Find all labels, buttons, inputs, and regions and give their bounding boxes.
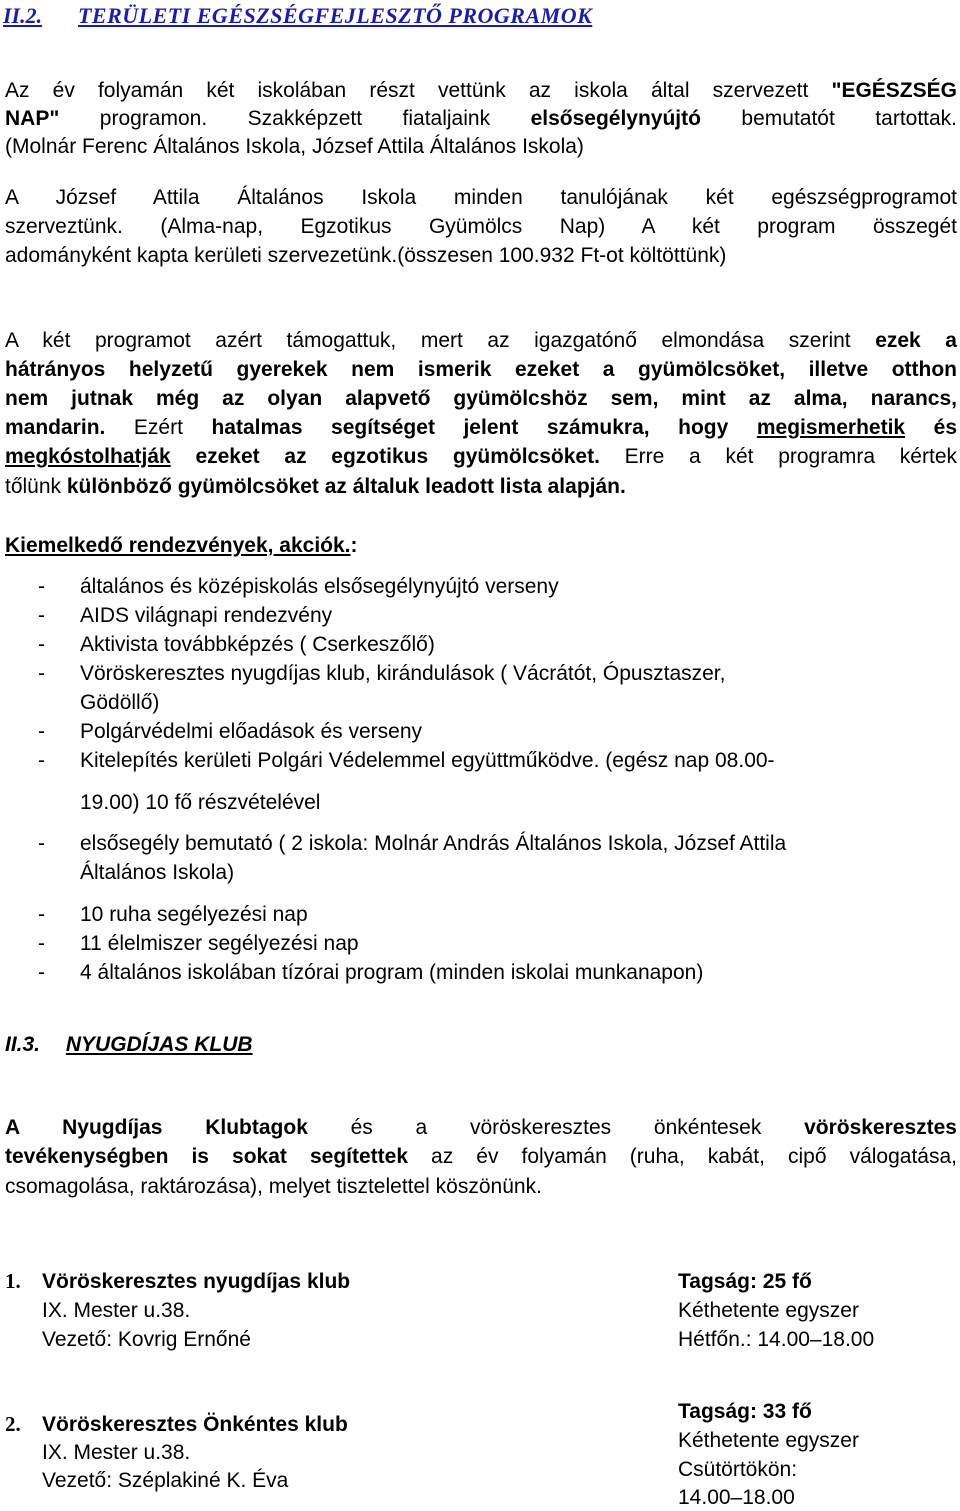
club-number: 1.	[5, 1269, 21, 1293]
list-bullet: -	[38, 932, 45, 955]
club-name: Vöröskeresztes Önkéntes klub	[42, 1413, 348, 1436]
text-span: Az év folyamán két iskolában részt vettünk az iskola által szervezett	[5, 79, 832, 102]
bold-text: hatalmas segítséget jelent számukra, hogy	[211, 416, 757, 439]
bold-text: "EGÉSZSÉG	[831, 79, 957, 102]
paragraph-line	[5, 326, 957, 355]
paragraph-line	[5, 183, 957, 212]
list-item-continuation: Gödöllő)	[80, 691, 160, 714]
text-span: tőlünk	[5, 475, 67, 498]
list-item: 11 élelmiszer segélyezési nap	[80, 932, 359, 955]
paragraph-line	[5, 1172, 957, 1201]
section3-heading	[5, 1030, 253, 1059]
list-bullet: -	[38, 832, 45, 855]
bold-text: nem jutnak még az olyan alapvető gyümölcshöz sem, mint az alma, narancs,	[5, 387, 957, 410]
text-span: csomagolása, raktározása), melyet tisztelettel köszönünk.	[5, 1175, 542, 1198]
club-address: IX. Mester u.38.	[42, 1441, 191, 1464]
club-frequency: Kéthetente egyszer	[678, 1429, 859, 1452]
bold-text: elsősegélynyújtó	[530, 107, 701, 130]
text-span: az év folyamán (ruha, kabát, cipő válogatása,	[408, 1145, 957, 1168]
club-members: Tagság: 25 fő	[678, 1270, 812, 1293]
text-span: adományként kapta kerületi szervezetünk.(összesen 100.932 Ft-ot költöttünk)	[5, 244, 727, 267]
paragraph-line	[5, 76, 957, 105]
paragraph-line	[5, 1113, 957, 1142]
section-number: II.2.	[3, 3, 43, 28]
list-item: AIDS világnapi rendezvény	[80, 604, 333, 627]
club-frequency: Kéthetente egyszer	[678, 1299, 859, 1322]
list-item: Kitelepítés kerületi Polgári Védelemmel együttműködve. (egész nap 08.00-	[80, 749, 775, 772]
section3-number: II.3.	[5, 1033, 41, 1056]
list-item: Vöröskeresztes nyugdíjas klub, kirándulások ( Vácrátót, Ópusztaszer,	[80, 662, 726, 685]
heading-colon: :	[350, 534, 358, 557]
text-span: programon. Szakképzett fiataljaink	[59, 107, 531, 130]
bold-text: tevékenységben is sokat segítettek	[5, 1145, 408, 1168]
bold-text: ezeket az egzotikus gyümölcsöket.	[170, 445, 600, 468]
underlined-bold-text: megismerhetik	[756, 416, 906, 439]
text-span: A József Attila Általános Iskola minden tanulójának két egészségprogramot	[5, 186, 957, 209]
highlights-heading-text: Kiemelkedő rendezvények, akciók.	[5, 534, 351, 557]
text-span: A két programot azért támogattuk, mert az igazgatónő elmondása szerint	[5, 329, 876, 352]
list-bullet: -	[38, 749, 45, 772]
paragraph-line	[5, 472, 957, 501]
paragraph-line	[5, 104, 957, 133]
text-span: Erre a két programra kértek	[599, 445, 957, 468]
list-item: Polgárvédelmi előadások és verseny	[80, 720, 423, 743]
club-address: IX. Mester u.38.	[42, 1299, 191, 1322]
list-bullet: -	[38, 961, 45, 984]
bold-text: vöröskeresztes	[804, 1116, 957, 1139]
list-bullet: -	[38, 604, 45, 627]
bold-text: A Nyugdíjas Klubtagok	[5, 1116, 308, 1139]
club-schedule: Csütörtökön:	[678, 1458, 798, 1481]
bold-text: különböző gyümölcsöket az általuk leadott lista alapján.	[66, 475, 626, 498]
paragraph-line	[5, 384, 957, 413]
text-span: szerveztünk. (Alma-nap, Egzotikus Gyümölcs Nap) A két program összegét	[5, 215, 957, 238]
paragraph-line	[5, 355, 957, 384]
list-item: elsősegély bemutató ( 2 iskola: Molnár András Általános Iskola, József Attila	[80, 832, 787, 855]
paragraph-line	[5, 1142, 957, 1171]
list-bullet: -	[38, 662, 45, 685]
list-item-continuation: Általános Iskola)	[80, 861, 235, 884]
text-span: és a vöröskeresztes önkéntesek	[307, 1116, 805, 1139]
section3-title: NYUGDÍJAS KLUB	[65, 1033, 253, 1056]
list-bullet: -	[38, 903, 45, 926]
underlined-bold-text: megkóstolhatják	[5, 445, 171, 468]
paragraph-line	[5, 212, 957, 241]
bold-text: és	[905, 416, 957, 439]
bold-text: hátrányos helyzetű gyerekek nem ismerik ezeket a gyümölcsöket, illetve otthon	[5, 358, 957, 381]
text-span: (Molnár Ferenc Általános Iskola, József Attila Általános Iskola)	[5, 135, 584, 158]
bold-text: ezek a	[875, 329, 957, 352]
text-span: bemutatót tartottak.	[700, 107, 958, 130]
highlights-heading	[5, 531, 957, 560]
club-leader: Vezető: Kovrig Ernőné	[42, 1328, 251, 1351]
club-schedule: Hétfőn.: 14.00–18.00	[678, 1328, 875, 1351]
list-item: 10 ruha segélyezési nap	[80, 903, 308, 926]
text-span: Ezért	[105, 416, 212, 439]
list-item: általános és középiskolás elsősegélynyújtó verseny	[80, 575, 559, 598]
club-number: 2.	[5, 1412, 21, 1436]
list-item: Aktivista továbbképzés ( Cserkeszőlő)	[80, 633, 435, 656]
list-item-continuation: 19.00) 10 fő részvételével	[80, 791, 321, 814]
paragraph-line	[5, 132, 957, 161]
paragraph-line	[5, 442, 957, 471]
section-heading	[3, 2, 592, 30]
paragraph-line	[5, 413, 957, 442]
club-leader: Vezető: Széplakiné K. Éva	[42, 1469, 289, 1492]
club-name: Vöröskeresztes nyugdíjas klub	[42, 1270, 351, 1293]
bold-text: mandarin.	[5, 416, 106, 439]
list-bullet: -	[38, 720, 45, 743]
list-item: 4 általános iskolában tízórai program (minden iskolai munkanapon)	[80, 961, 704, 984]
paragraph-line	[5, 241, 957, 270]
club-schedule-time: 14.00–18.00	[678, 1486, 795, 1509]
section-title: TERÜLETI EGÉSZSÉGFEJLESZTŐ PROGRAMOK	[77, 3, 593, 28]
bold-text: NAP"	[5, 107, 60, 130]
club-members: Tagság: 33 fő	[678, 1400, 812, 1423]
list-bullet: -	[38, 575, 45, 598]
list-bullet: -	[38, 633, 45, 656]
